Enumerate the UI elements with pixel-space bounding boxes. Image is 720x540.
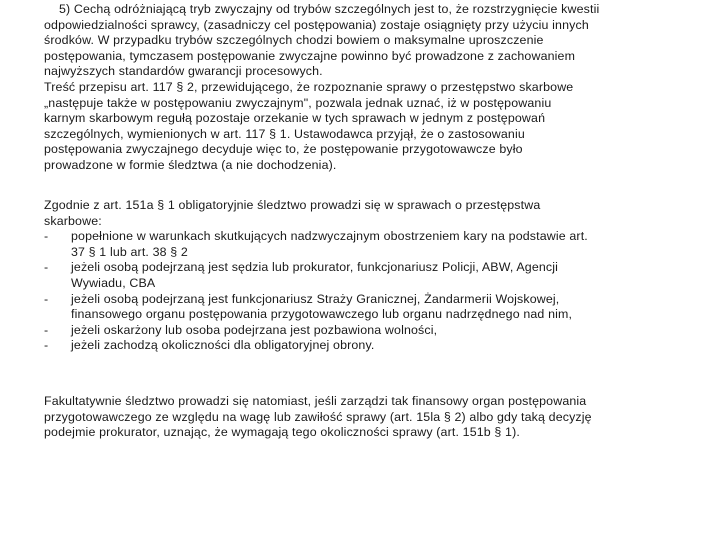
text-line: szczególnych, wymienionych w art. 117 § 1. Ustawodawca przyjął, że o zastosowaniu <box>44 126 525 141</box>
text-line: najwyższych standardów gwarancji procesowych. <box>44 64 323 79</box>
list-dash: - <box>44 322 49 337</box>
list-item-text: jeżeli zachodzą okoliczności dla obligatoryjnej obrony. <box>71 338 375 353</box>
list-item <box>44 292 684 323</box>
text-line: skarbowe: <box>44 213 102 228</box>
text-line: odpowiedzialności sprawcy, (zasadniczy cel postępowania) zostaje osiągnięty przy użyciu innych <box>44 17 589 32</box>
list-item <box>44 338 684 354</box>
list-item-text: finansowego organu postępowania przygotowawczego lub organu nadrzędnego nad nim, <box>71 307 573 322</box>
text-line: postępowania, tymczasem postępowanie zwyczajne powinno być prowadzone z zachowaniem <box>44 48 576 63</box>
list-item-text: jeżeli oskarżony lub osoba podejrzana jest pozbawiona wolności, <box>71 322 438 337</box>
list-item <box>44 260 684 291</box>
text-line: Zgodnie z art. 151a § 1 obligatoryjnie śledztwo prowadzi się w sprawach o przestępstwa <box>44 198 541 212</box>
paragraph-sledztwo-obligatoryjne <box>44 198 684 354</box>
text-line: podejmie prokurator, uznając, że wymagają tego okoliczności sprawy (art. 151b § 1). <box>44 425 520 440</box>
list-item <box>44 323 684 339</box>
list-item <box>44 229 684 260</box>
list-dash: - <box>44 229 49 244</box>
list-item-text: Wywiadu, CBA <box>71 275 156 290</box>
list-item-text: jeżeli osobą podejrzaną jest funkcjonariusz Straży Granicznej, Żandarmerii Wojskowej, <box>71 291 560 306</box>
list-item-text: jeżeli osobą podejrzaną jest sędzia lub prokurator, funkcjonariusz Policji, ABW, Agencji <box>71 260 559 275</box>
list-dash: - <box>44 338 49 353</box>
text-line: prowadzone w formie śledztwa (a nie dochodzenia). <box>44 157 337 172</box>
text-line: przygotowawczego ze względu na wagę lub zawiłość sprawy (art. 15la § 2) albo gdy taką decyzję <box>44 409 592 424</box>
text-line: Fakultatywnie śledztwo prowadzi się natomiast, jeśli zarządzi tak finansowy organ postępowania <box>44 394 587 408</box>
list-dash: - <box>44 291 49 306</box>
list-dash: - <box>44 260 49 275</box>
paragraph-sledztwo-fakultatywne <box>44 394 684 441</box>
text-line: środków. W przypadku trybów szczególnych chodzi bowiem o maksymalne uproszczenie <box>44 33 544 48</box>
text-line: „następuje także w postępowaniu zwyczajnym", pozwala jednak uznać, iż w postępowaniu <box>44 95 552 110</box>
list-item-text: 37 § 1 lub art. 38 § 2 <box>71 244 188 259</box>
list-item-text: popełnione w warunkach skutkujących nadzwyczajnym obostrzeniem kary na podstawie art. <box>71 229 588 244</box>
text-line: Treść przepisu art. 117 § 2, przewidującego, że rozpoznanie sprawy o przestępstwo skarbowe <box>44 79 574 94</box>
text-line: 5) Cechą odróżniającą tryb zwyczajny od trybów szczególnych jest to, że rozstrzygnięcie kwestii <box>59 2 600 16</box>
text-line: karnym skarbowym regułą pozostaje orzekanie w tych sprawach w jednym z postępowań <box>44 111 546 126</box>
text-line: postępowania zwyczajnego decyduje więc to, że postępowanie przygotowawcze było <box>44 142 523 157</box>
paragraph-trybu-zwyczajnego <box>44 2 684 174</box>
